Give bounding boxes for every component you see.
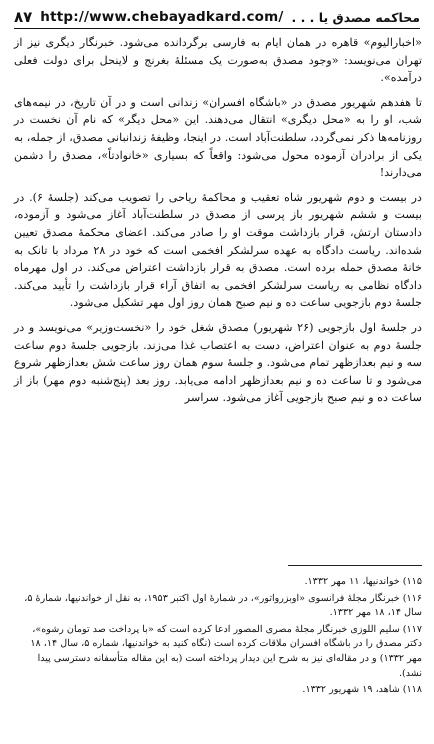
footnote-divider xyxy=(288,565,422,566)
page-header xyxy=(14,6,420,29)
page-number: ۸۷ xyxy=(14,8,33,26)
footnote: ۱۱۷) سلیم اللوزی خبرنگار مجلهٔ مصری المصور ادعا کرده است که «با پرداخت صد تومان رشوه»، دکتر مصدق را در باشگاه افسران ملاقات کرده است (نگاه کنید به خواندنیها، شماره ۵، سال ۱۴، ۱۸ مهر ۱۳۳۲) و در مقاله‌ای نیز به شرح این دیدار پرداخته است (به این مقاله متأسفانه دسترسی پیدا نشد). xyxy=(30,623,422,679)
footnote: ۱۱۸) شاهد، ۱۹ شهریور ۱۳۳۲. xyxy=(302,684,422,696)
running-title: محاکمه مصدق یا . . . xyxy=(291,9,420,25)
paragraph: تا هفدهم شهریور مصدق در «باشگاه افسران» زندانی است و در آن تاریخ، در نیمه‌های شب، او را به «محل دیگری» انتقال می‌دهند. این «محل دیگر» که نام آن نخست در روزنامه‌ها ذکر نمی‌گردد، سلطنت‌آباد است. در اینجا، وظیفهٔ زندانبانی مصدق، از جمله، به یکی از برادران آزموده محول می‌شود: واقعاً که بسیاری «خانوادتاً»، مصدق را دشمن می‌دارند! xyxy=(14,95,422,180)
body-text xyxy=(14,34,422,414)
footnotes xyxy=(14,575,422,700)
paragraph: «اخبارالیوم» قاهره در همان ایام به فارسی برگردانده می‌شود. خبرنگار دیگری نیز از تهران می‌نویسد: «وجود مصدق به‌صورت یک مسئلهٔ بغرنج و لاینحل برای دولت فعلی درآمده». xyxy=(14,36,422,85)
footnote: ۱۱۵) خواندنیها، ۱۱ مهر ۱۳۳۲. xyxy=(304,576,422,587)
paragraph: در جلسهٔ اول بازجویی (۲۶ شهریور) مصدق شغل خود را «نخست‌وزیر» می‌نویسد و در جلسهٔ دوم به عنوان اعتراض، دست به اعتصاب غذا می‌زند. بازجویی جلسهٔ دوم ساعت سه و نیم بعدازظهر تمام می‌شود. و جلسهٔ سوم همان روز ساعت شش بعدازظهر شروع می‌شود و تا ساعت ده و نیم بعدازظهر ادامه می‌یابد. روز بعد (پنج‌شنبه دوم مهر) باز از ساعت ده و نیم صبح بازجویی آغاز می‌شود. سراسر xyxy=(14,320,422,405)
footnote: ۱۱۶) خبرنگار مجلهٔ فرانسوی «اوبزرواتور»، در شمارهٔ اول اکتبر ۱۹۵۳، به نقل از خواندنیها، شمارهٔ ۵، سال ۱۴، ۱۸ مهر ۱۳۳۲. xyxy=(24,592,422,619)
website-url: http://www.chebayadkard.com/ xyxy=(40,9,284,25)
paragraph: در بیست و دوم شهریور شاه تعقیب و محاکمهٔ ریاحی را تصویب می‌کند (جلسهٔ ۶). در بیست و ششم شهریور باز پرسی از مصدق در سلطنت‌آباد آغاز می‌شود و آزموده، دادستان ارتش، قرار بازداشت موقت او را صادر می‌کند. اعضای محکمهٔ مصدق تعیین شده‌اند. ریاست دادگاه به عهده سرلشکر افخمی است که خود در ۲۸ مرداد با تانک به خانهٔ مصدق حمله برده است. مصدق به قرار بازداشت اعتراض می‌کند. در اول مهرماه دادگاه نظامی به ریاست سرلشکر افخمی به اتفاق آراء قرار بازداشت را تأیید می‌کند. جلسهٔ دوم بازجویی ساعت ده و نیم صبح همان روز اول مهر تشکیل می‌شود. xyxy=(14,190,422,310)
